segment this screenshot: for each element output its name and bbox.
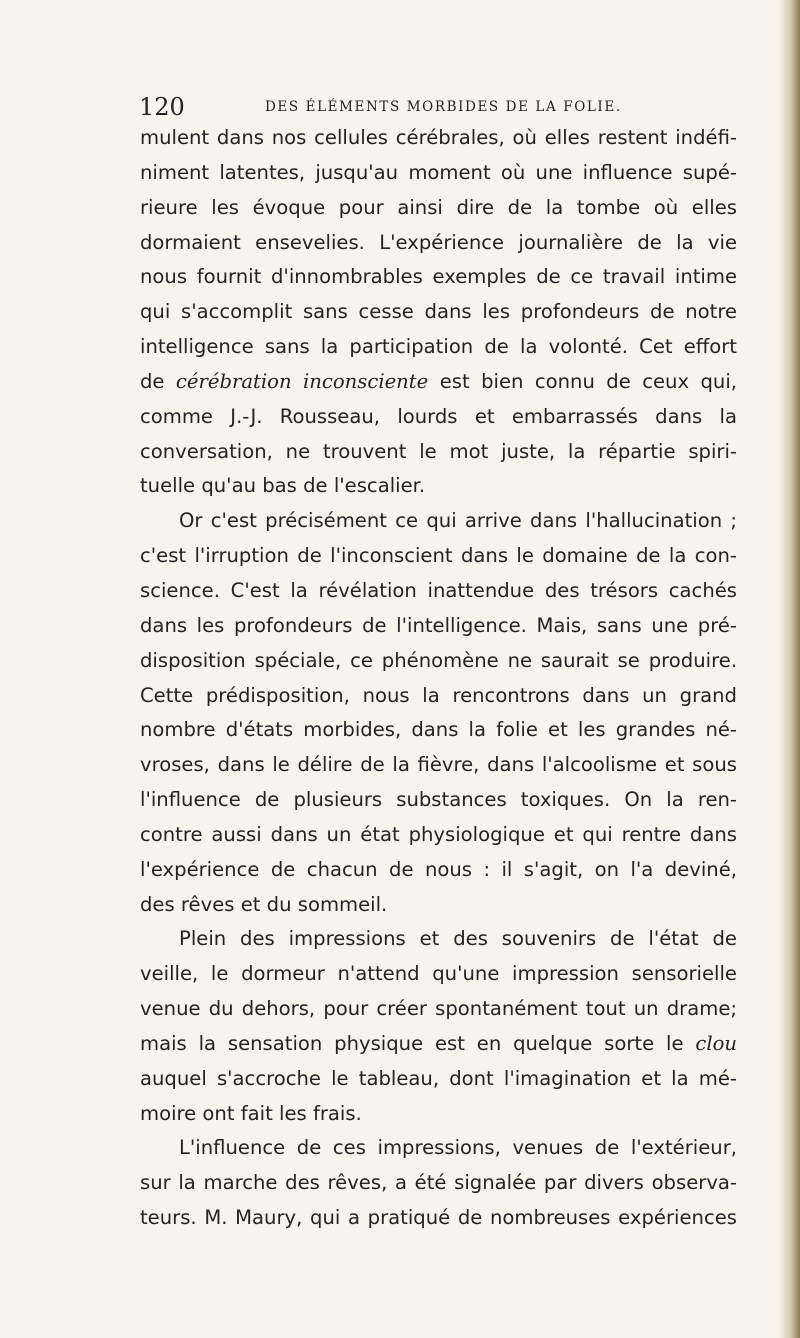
text-line: conversation, ne trouvent le mot juste, la répartie spiri-: [140, 439, 737, 463]
text-line: niment latentes, jusqu'au moment où une influence supé-: [140, 160, 737, 184]
page-number: 120: [139, 93, 185, 121]
text-line-segment: de: [140, 369, 176, 393]
text-line: des rêves et du sommeil.: [140, 892, 388, 916]
text-line: [140, 1027, 737, 1062]
text-line: contre aussi dans un état physiologique et qui rentre dans: [140, 822, 737, 846]
text-line: Plein des impressions et des souvenirs de l'état de: [179, 927, 737, 951]
text-line: moire ont fait les frais.: [140, 1101, 362, 1125]
text-line: nombre d'états morbides, dans la folie et les grandes né-: [140, 718, 737, 742]
page-edge-shadow: [778, 0, 800, 1338]
text-line: sur la marche des rêves, a été signalée par divers observa-: [140, 1171, 737, 1195]
text-line: dans les profondeurs de l'intelligence. Mais, sans une pré-: [140, 613, 737, 637]
running-head: DES ÉLÉMENTS MORBIDES DE LA FOLIE.: [265, 99, 622, 115]
italic-term: cérébration inconsciente: [175, 369, 429, 393]
text-line: Or c'est précisément ce qui arrive dans l'hallucination ;: [179, 509, 737, 533]
text-line: auquel s'accroche le tableau, dont l'imagination et la mé-: [140, 1066, 737, 1090]
text-line: disposition spéciale, ce phénomène ne saurait se produire.: [140, 648, 737, 672]
text-line: tuelle qu'au bas de l'escalier.: [140, 474, 426, 498]
text-line-segment: mais la sensation physique est en quelque sorte le: [140, 1031, 696, 1055]
text-line: comme J.-J. Rousseau, lourds et embarrassés dans la: [140, 404, 737, 428]
text-line: [140, 365, 737, 400]
text-line: l'influence de plusieurs substances toxiques. On la ren-: [140, 788, 737, 812]
page-header: [139, 92, 739, 122]
text-line: science. C'est la révélation inattendue des trésors cachés: [140, 578, 737, 602]
italic-term: clou: [695, 1031, 737, 1055]
text-line: Cette prédisposition, nous la rencontrons dans un grand: [140, 683, 737, 707]
body-text: [140, 121, 737, 1236]
text-line: L'influence de ces impressions, venues de l'extérieur,: [179, 1136, 737, 1160]
text-line: veille, le dormeur n'attend qu'une impression sensorielle: [140, 962, 737, 986]
text-line: venue du dehors, pour créer spontanément tout un drame;: [140, 997, 737, 1021]
text-line: nous fournit d'innombrables exemples de ce travail intime: [140, 265, 737, 289]
text-line-segment: est bien connu de ceux qui,: [428, 369, 737, 393]
text-line: dormaient ensevelies. L'expérience journalière de la vie: [140, 230, 737, 254]
text-line: intelligence sans la participation de la volonté. Cet effort: [140, 335, 737, 359]
text-line: l'expérience de chacun de nous : il s'agit, on l'a deviné,: [140, 857, 737, 881]
text-line: mulent dans nos cellules cérébrales, où elles restent indéfi-: [140, 126, 737, 149]
text-line: teurs. M. Maury, qui a pratiqué de nombreuses expériences: [140, 1206, 737, 1230]
text-line: qui s'accomplit sans cesse dans les profondeurs de notre: [140, 300, 737, 324]
text-line: c'est l'irruption de l'inconscient dans le domaine de la con-: [140, 544, 737, 568]
text-line: rieure les évoque pour ainsi dire de la tombe où elles: [140, 195, 737, 219]
text-line: vroses, dans le délire de la fièvre, dans l'alcoolisme et sous: [140, 753, 737, 777]
